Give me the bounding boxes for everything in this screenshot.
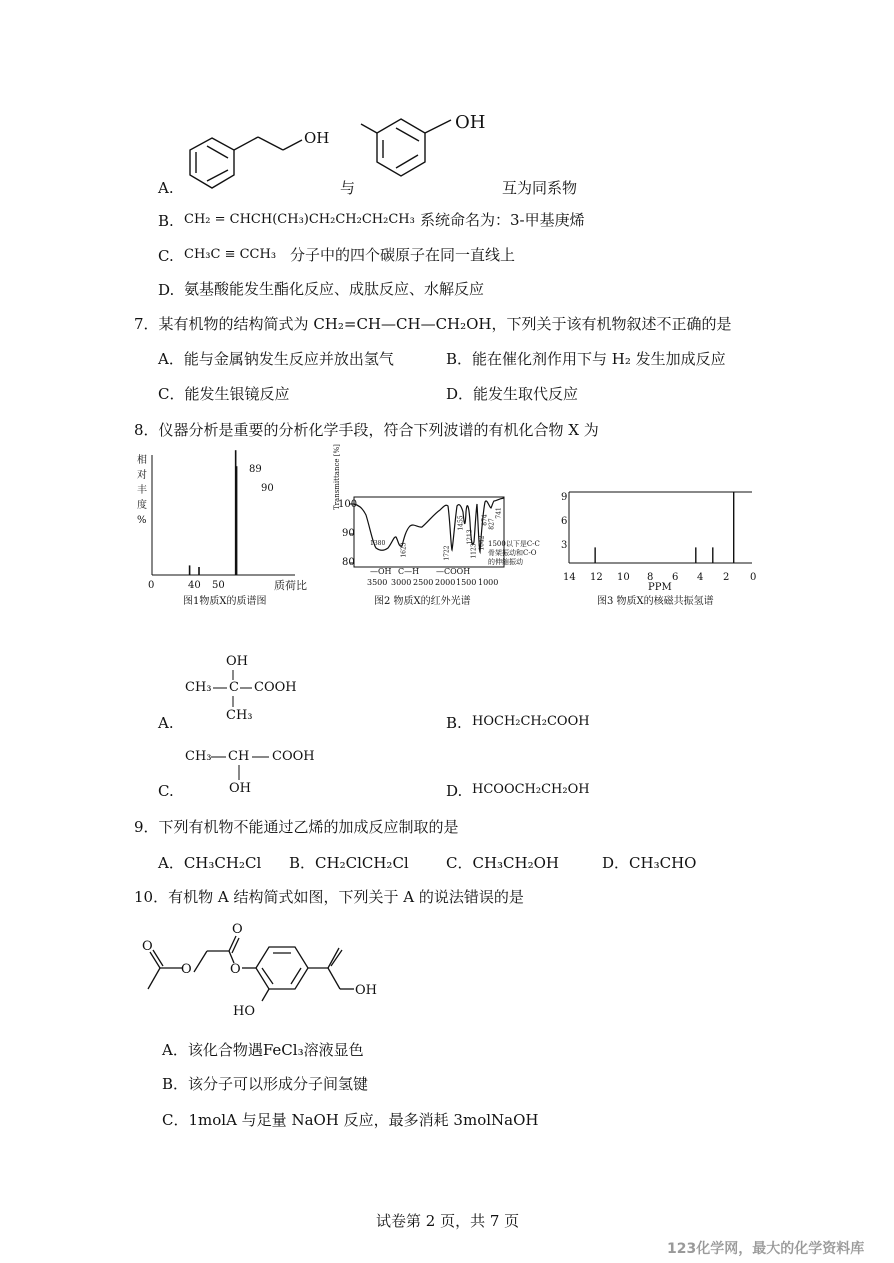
nmr-xtick: 4	[697, 572, 704, 583]
question-stem: 9．下列有机物不能通过乙烯的加成反应制取的是	[134, 818, 459, 836]
option-letter: D.	[446, 782, 463, 800]
ir-ytick: 90	[342, 528, 355, 539]
watermark: 123化学网，最大的化学资料库	[667, 1241, 865, 1257]
ir-caption: 图2 物质X的红外光谱	[374, 596, 471, 607]
oxygen-label: O	[230, 962, 241, 977]
formula-part: OH	[229, 781, 251, 796]
nmr-xtick: 12	[590, 572, 603, 583]
option-text: 系统命名为：3-甲基庚烯	[420, 211, 585, 229]
oxygen-label: O	[142, 939, 153, 954]
chemical-formula: CH₃C ≡ CCH₃	[184, 247, 277, 262]
option-b: B．能在催化剂作用下与 H₂ 发生加成反应	[446, 350, 726, 368]
ms-caption: 图1物质X的质谱图	[183, 596, 267, 607]
ir-note: 1500以下是C-C 骨架振动和C-O 的伸缩振动	[488, 540, 540, 566]
ir-band: 1213	[466, 529, 474, 545]
ms-tick: 0	[148, 580, 155, 591]
ir-band: 827	[488, 518, 496, 530]
ms-tick: 40	[188, 580, 201, 591]
nmr-xlabel: PPM	[648, 582, 672, 593]
question-stem: 8．仪器分析是重要的分析化学手段，符合下列波谱的有机化合物 X 为	[134, 421, 599, 439]
oxygen-label: O	[232, 922, 243, 937]
option-text: 氨基酸能发生酯化反应、成肽反应、水解反应	[184, 280, 485, 298]
ir-band: 1455	[457, 515, 465, 531]
ir-ytick: 80	[342, 557, 355, 568]
chemical-formula: HOCH₂CH₂COOH	[472, 714, 590, 729]
option-text: 互为同系物	[502, 179, 578, 197]
option-a: A．该化合物遇FeCl₃溶液显色	[162, 1041, 364, 1059]
connector-text: 与	[340, 179, 356, 197]
nmr-xtick: 8	[647, 572, 654, 583]
hydroxyl-label: OH	[355, 983, 377, 998]
option-d: D．能发生取代反应	[446, 385, 579, 403]
ir-ytick: 100	[338, 499, 358, 510]
hydroxyl-label: HO	[233, 1004, 255, 1019]
chemical-formula: CH₂ = CHCH(CH₃)CH₂CH₂CH₂CH₃	[184, 212, 415, 227]
ir-xtick: 2000	[435, 578, 456, 587]
option-letter: B.	[446, 714, 462, 732]
ir-group: C—H	[398, 567, 420, 576]
ir-group: —OH	[370, 567, 392, 576]
ir-band: 741	[495, 507, 503, 519]
ir-xtick: 2500	[413, 578, 434, 587]
ir-band: 1722	[443, 545, 451, 561]
ms-peak-label: 90	[261, 483, 274, 494]
option-letter: D.	[158, 281, 175, 299]
formula-part: COOH	[254, 680, 297, 695]
formula-part: CH₃	[226, 708, 253, 723]
ir-band: 874	[481, 514, 489, 526]
hydroxyl-label: OH	[304, 129, 330, 147]
nmr-ytick: 9	[561, 492, 568, 503]
nmr-xtick: 10	[617, 572, 630, 583]
ms-xlabel: 质荷比	[274, 579, 307, 592]
option-letter: B.	[158, 212, 174, 230]
nmr-xtick: 0	[750, 572, 757, 583]
ms-peak-label: 89	[249, 464, 262, 475]
ir-xtick: 1500	[456, 578, 477, 587]
ir-band: 1623	[400, 542, 408, 558]
option-c: C．1molA 与足量 NaOH 反应，最多消耗 3molNaOH	[162, 1111, 539, 1129]
formula-part: OH	[226, 654, 248, 669]
option-c: C．能发生银镜反应	[158, 385, 290, 403]
option-letter: A.	[158, 179, 174, 197]
formula-part: COOH	[272, 749, 315, 764]
option-a: A．CH₃CH₂Cl	[158, 854, 262, 872]
ms-tick: 50	[212, 580, 225, 591]
ms-ylabel: 相 对 丰 度 %	[137, 455, 147, 526]
option-b: B．该分子可以形成分子间氢键	[162, 1075, 369, 1093]
ir-band: 1380	[370, 540, 386, 547]
hydroxyl-label: OH	[455, 112, 486, 133]
formula-part: CH	[228, 749, 250, 764]
nmr-xtick: 2	[723, 572, 730, 583]
ir-band: 1042	[478, 535, 486, 551]
formula-part: CH₃	[185, 680, 212, 695]
ir-group: —COOH	[436, 567, 471, 576]
formula-part: C	[229, 680, 239, 695]
ir-xtick: 1000	[478, 578, 499, 587]
oxygen-label: O	[181, 962, 192, 977]
option-d: D．CH₃CHO	[602, 854, 697, 872]
formula-part: CH₃	[185, 749, 212, 764]
ir-xtick: 3000	[391, 578, 412, 587]
ir-band: 1123	[470, 543, 478, 559]
nmr-caption: 图3 物质X的核磁共振氢谱	[597, 596, 714, 607]
option-letter: A.	[158, 714, 174, 732]
ir-ylabel: Transmittance [%]	[333, 444, 341, 510]
option-b: B．CH₂ClCH₂Cl	[289, 854, 409, 872]
option-a: A．能与金属钠发生反应并放出氢气	[158, 350, 394, 368]
page-number: 试卷第 2 页，共 7 页	[376, 1212, 520, 1230]
question-stem: 7．某有机物的结构简式为 CH₂=CH—CH—CH₂OH，下列关于该有机物叙述不正确的是	[134, 315, 732, 333]
option-letter: C.	[158, 247, 174, 265]
ir-xtick: 3500	[367, 578, 388, 587]
nmr-xtick: 14	[563, 572, 576, 583]
chemical-formula: HCOOCH₂CH₂OH	[472, 782, 590, 797]
option-c: C．CH₃CH₂OH	[446, 854, 559, 872]
option-text: 分子中的四个碳原子在同一直线上	[290, 246, 516, 264]
option-letter: C.	[158, 782, 174, 800]
nmr-xtick: 6	[672, 572, 679, 583]
nmr-ytick: 6	[561, 516, 568, 527]
question-stem: 10．有机物 A 结构简式如图，下列关于 A 的说法错误的是	[134, 888, 524, 906]
nmr-ytick: 3	[561, 540, 568, 551]
